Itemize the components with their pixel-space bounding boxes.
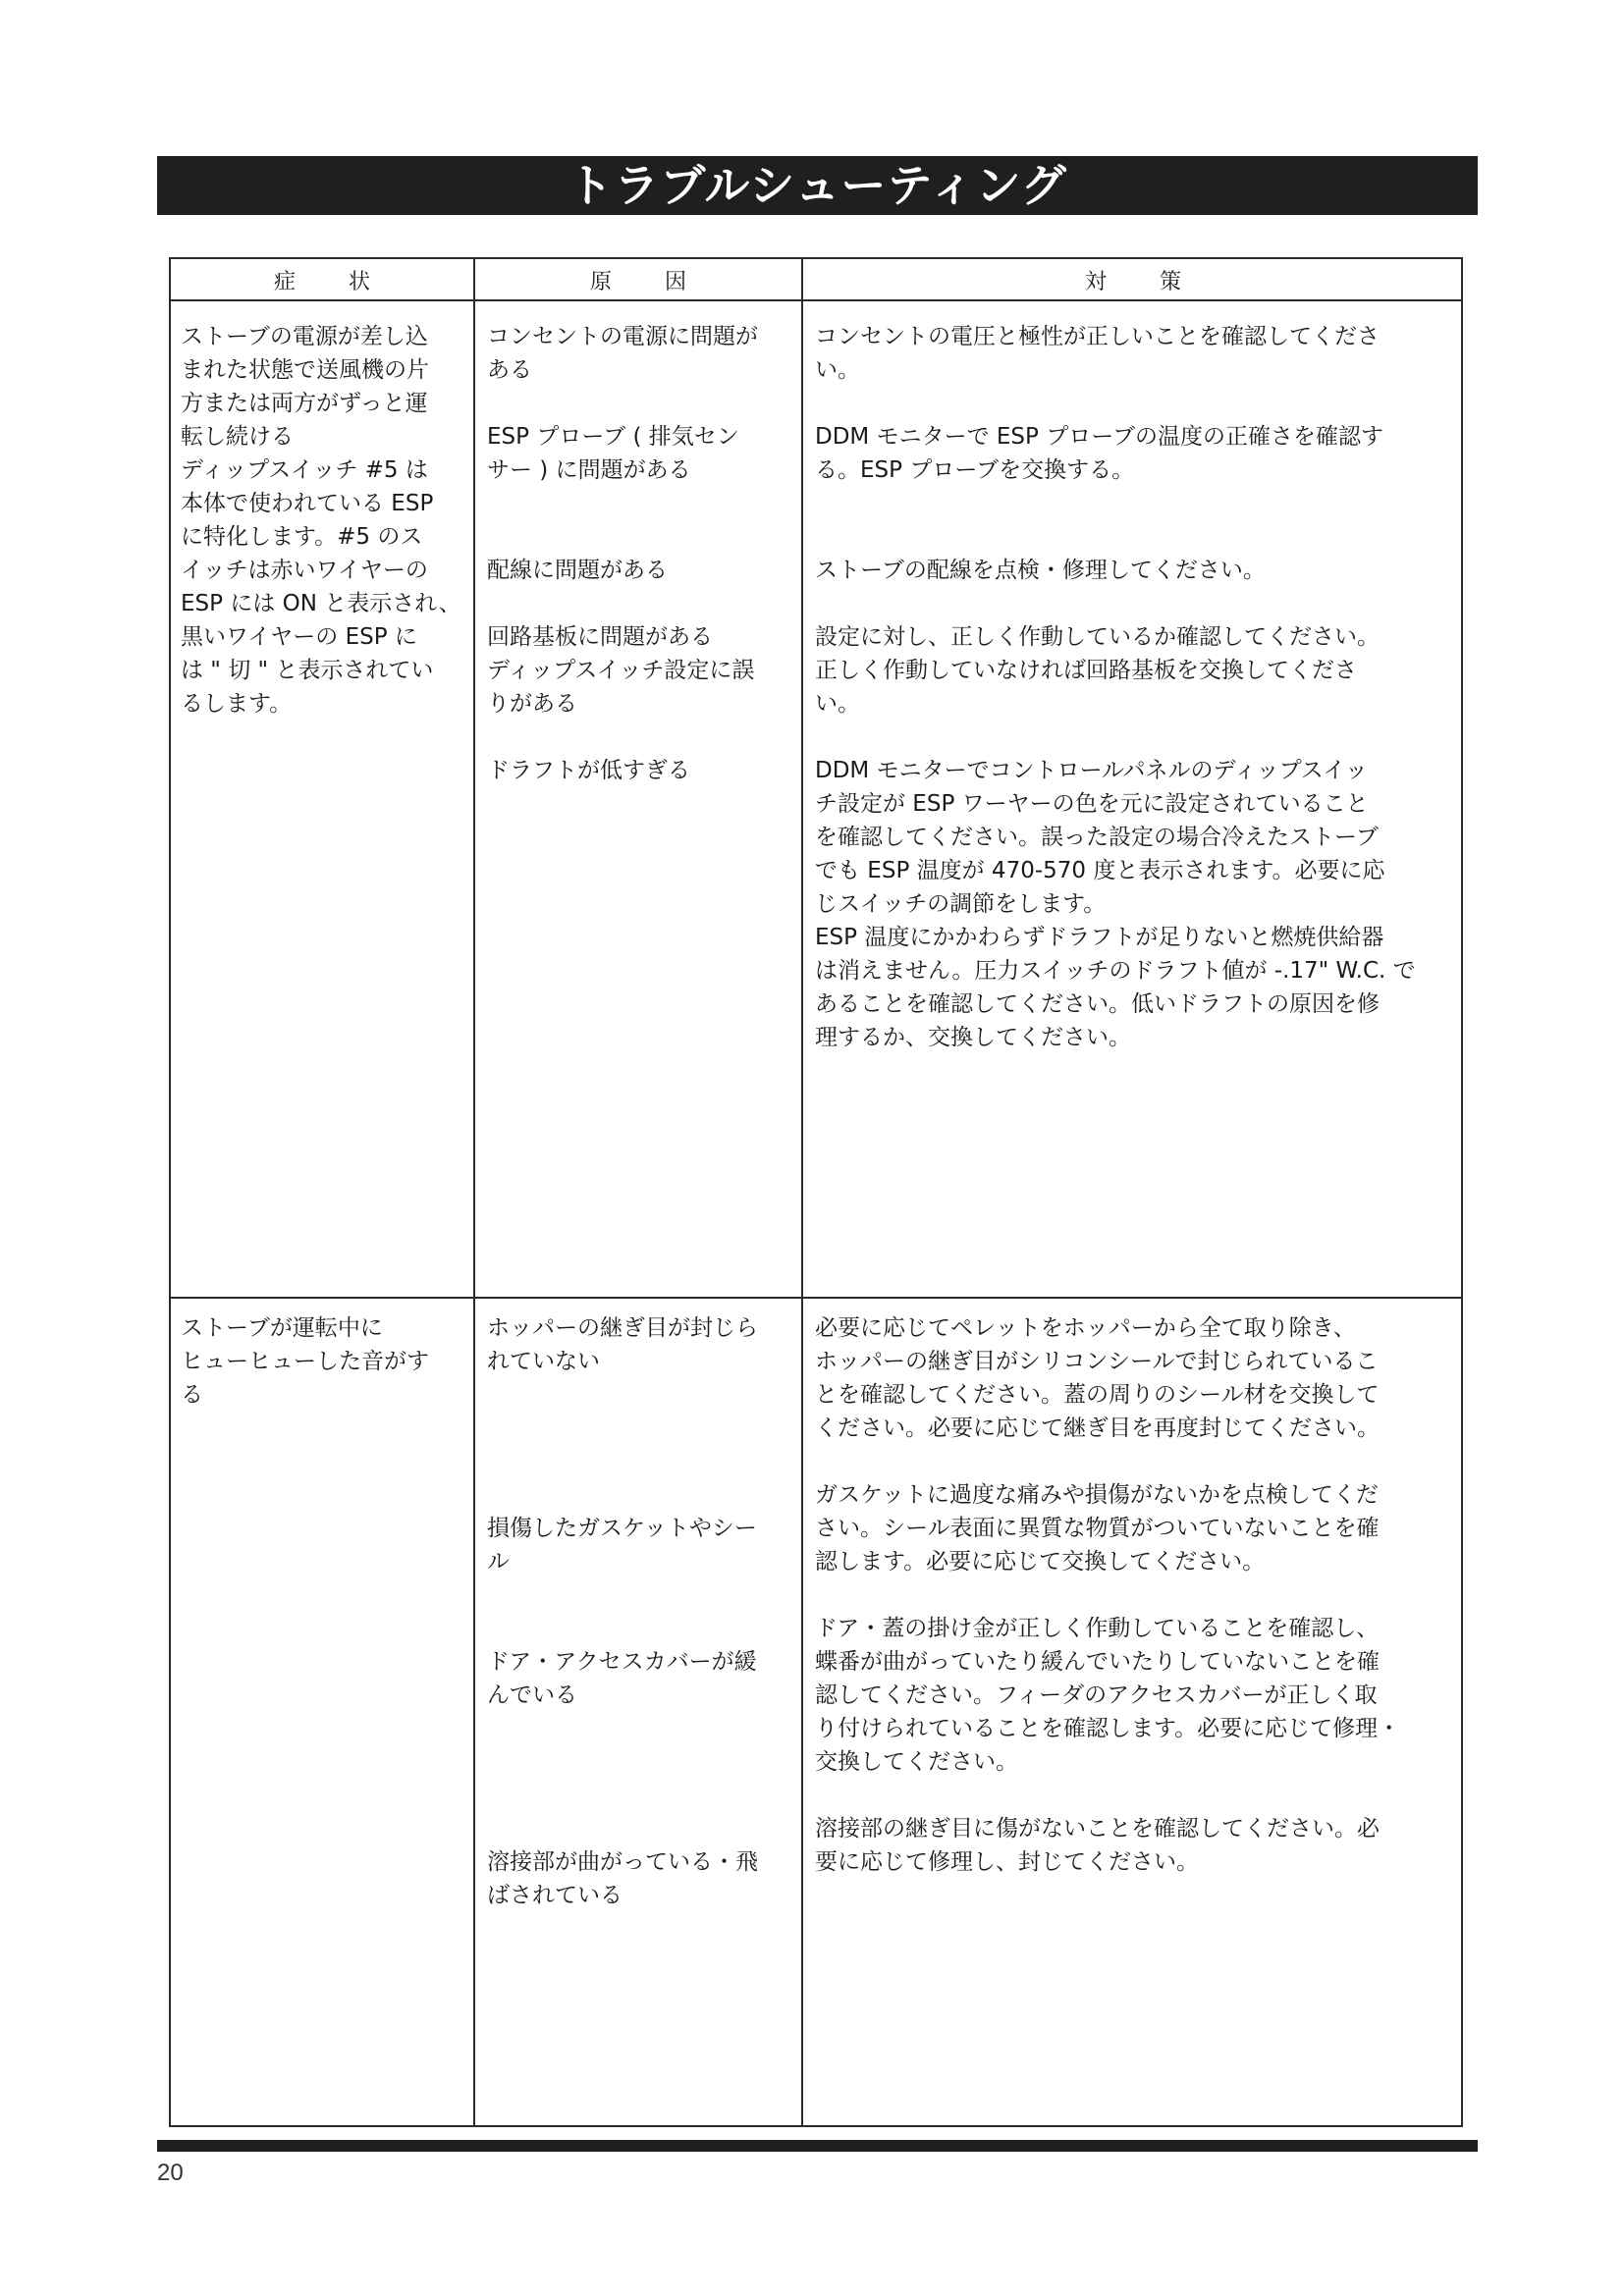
text-line: DDM モニターでコントロールパネルのディップスイッ [815,758,1368,783]
text-line: 交換してください。 [815,1749,1018,1775]
column-divider-2 [801,259,803,2125]
text-line: る [181,1382,203,1408]
text-line: ESP 温度にかかわらずドラフトが足りないと燃焼供給器 [815,925,1384,950]
text-line: ディップスイッチ #5 は [181,457,428,483]
header-remedy: 対 策 [1084,270,1197,294]
text-line: 設定に対し、正しく作動しているか確認してください。 [815,624,1380,650]
text-line: ください。必要に応じて継ぎ目を再度封じてください。 [815,1415,1380,1441]
row1-cause-1 [487,320,758,387]
row1-remedy-1 [815,320,1380,387]
text-line: 黒いワイヤーの ESP に [181,624,417,650]
text-line: は消えません。圧力スイッチのドラフト値が -.17" W.C. で [815,958,1416,984]
text-line: 損傷したガスケットやシー [487,1516,757,1541]
text-line: 認してください。フィーダのアクセスカバーが正しく取 [815,1682,1378,1708]
text-line: 回路基板に問題がある [487,624,713,650]
text-line: DDM モニターで ESP プローブの温度の正確さを確認す [815,424,1384,450]
text-line: でも ESP 温度が 470-570 度と表示されます。必要に応 [815,858,1385,883]
row2-cause-4 [487,1845,758,1912]
header-symptom: 症 状 [273,270,386,294]
text-line: れていない [487,1349,600,1374]
row1-remedy-2 [815,420,1383,487]
text-line: 認します。必要に応じて交換してください。 [815,1549,1266,1575]
text-line: ル [487,1549,510,1575]
row1-cause-3 [487,554,668,587]
text-line: 要に応じて修理し、封じてください。 [815,1849,1199,1875]
row1-cause-2 [487,420,739,487]
text-line: 本体で使われている ESP [181,491,434,516]
text-line: 転し続ける [181,424,294,450]
text-line: ホッパーの継ぎ目が封じら [487,1315,758,1341]
row1-cause-4 [487,620,754,721]
text-line: 正しく作動していなければ回路基板を交換してくださ [815,658,1357,683]
text-line: あることを確認してください。低いドラフトの原因を修 [815,991,1380,1017]
text-line: ESP には ON と表示され、 [181,591,461,616]
text-line: ストーブの配線を点検・修理してください。 [815,558,1266,583]
row1-remedy-3 [815,554,1266,587]
text-line: る。ESP プローブを交換する。 [815,457,1135,483]
text-line: を確認してください。誤った設定の場合冷えたストーブ [815,825,1379,850]
text-line: 溶接部の継ぎ目に傷がないことを確認してください。必 [815,1816,1380,1842]
text-line: い。 [815,357,860,383]
title-bar [157,156,1478,215]
header-cause: 原 因 [589,270,702,294]
row2-cause-2 [487,1512,757,1578]
page-title: トラブルシューティング [568,159,1067,212]
row2-remedy-1 [815,1311,1380,1445]
text-line: とを確認してください。蓋の周りのシール材を交換して [815,1382,1380,1408]
text-line: チ設定が ESP ワーヤーの色を元に設定されていること [815,791,1369,817]
troubleshooting-table [169,257,1463,2127]
row1-cause-5 [487,754,690,787]
row2-symptom [181,1311,429,1412]
text-line: ESP プローブ ( 排気セン [487,424,739,450]
row-divider [171,1297,1461,1299]
text-line: 配線に問題がある [487,558,668,583]
text-line: るします。 [181,691,293,717]
text-line: ドア・アクセスカバーが緩 [487,1649,757,1675]
text-line: ドア・蓋の掛け金が正しく作動していることを確認し、 [815,1616,1380,1641]
text-line: ドラフトが低すぎる [487,758,690,783]
column-divider-1 [473,259,475,2125]
text-line: ある [487,357,532,383]
text-line: じスイッチの調節をします。 [815,891,1107,917]
text-line: イッチは赤いワイヤーの [181,558,428,583]
text-line: ディップスイッチ設定に誤 [487,658,755,683]
row2-remedy-4 [815,1812,1380,1879]
row2-cause-3 [487,1645,757,1712]
text-line: さい。シール表面に異質な物質がついていないことを確 [815,1516,1380,1541]
text-line: は " 切 " と表示されてい [181,658,434,683]
text-line: 方または両方がずっと運 [181,391,428,416]
row2-remedy-2 [815,1478,1380,1578]
row2-cause-1 [487,1311,758,1378]
text-line: り付けられていることを確認します。必要に応じて修理・ [815,1716,1401,1741]
text-line: りがある [487,691,577,717]
row1-remedy-5 [815,754,1416,1054]
text-line: ストーブの電源が差し込 [181,324,428,349]
text-line: に特化します。#5 のス [181,524,423,550]
footer-rule [157,2140,1478,2152]
text-line: ばされている [487,1883,623,1908]
text-line: サー ) に問題がある [487,457,691,483]
row1-remedy-4 [815,620,1380,721]
text-line: い。 [815,691,860,717]
text-line: まれた状態で送風機の片 [181,357,429,383]
text-line: ヒューヒューした音がす [181,1349,429,1374]
text-line: コンセントの電源に問題が [487,324,758,349]
text-line: コンセントの電圧と極性が正しいことを確認してくださ [815,324,1380,349]
text-line: 必要に応じてペレットをホッパーから全て取り除き、 [815,1315,1356,1341]
row2-remedy-3 [815,1612,1400,1779]
text-line: ガスケットに過度な痛みや損傷がないかを点検してくだ [815,1482,1379,1508]
text-line: んでいる [487,1682,577,1708]
text-line: ホッパーの継ぎ目がシリコンシールで封じられているこ [815,1349,1379,1374]
text-line: 蝶番が曲がっていたり緩んでいたりしていないことを確 [815,1649,1380,1675]
text-line: 理するか、交換してください。 [815,1025,1131,1050]
text-line: ストーブが運転中に [181,1315,383,1341]
page-number: 20 [157,2160,184,2186]
text-line: 溶接部が曲がっている・飛 [487,1849,758,1875]
row1-symptom [181,320,461,721]
